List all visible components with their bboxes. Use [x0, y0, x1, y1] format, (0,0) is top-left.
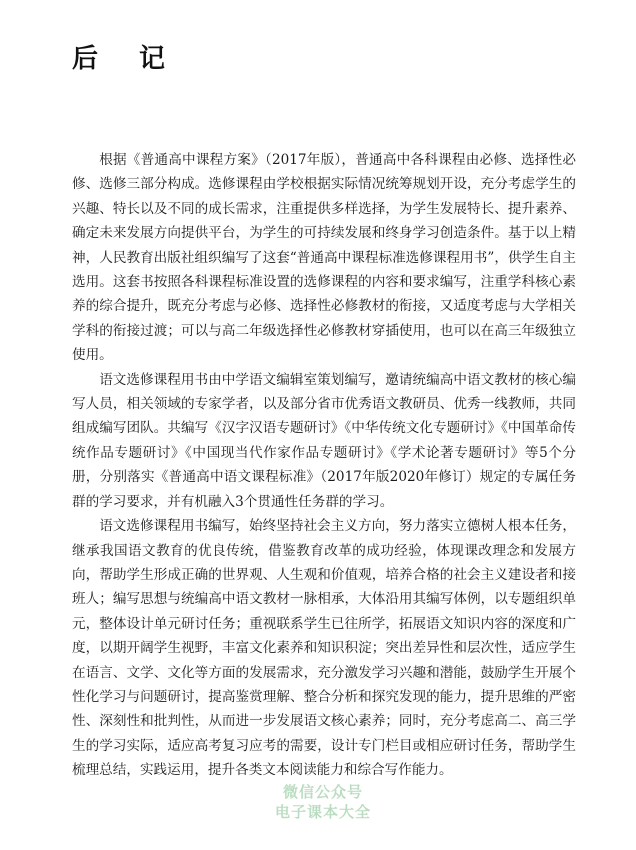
watermark-line-1: 微信公众号 — [282, 783, 363, 801]
watermark — [254, 782, 392, 822]
page-title: 后 记 — [72, 44, 182, 74]
document-body — [72, 148, 576, 783]
watermark-line-2: 电子课本大全 — [274, 803, 371, 821]
paragraph-3: 语文选修课程用书编写，始终坚持社会主义方向，努力落实立德树人根本任务，继承我国语文教育的优良传统，借鉴教育改革的成功经验，体现课改理念和发展方向，帮助学生形成正确的世界观、人生观和价值观，培养合格的社会主义建设者和接班人；编写思想与统编高中语文教材一脉相承，大体沿用其编写体例，以专题组织单元，整体设计单元研讨任务；重视联系学生已往所学，拓展语文知识内容的深度和广度，以期开阔学生视野，丰富文化素养和知识积淀；突出差异性和层次性，适应学生在语言、文学、文化等方面的发展需求，充分激发学习兴趣和潜能，鼓励学生开展个性化学习与问题研讨，提高鉴赏理解、整合分析和探究发现的能力，提升思维的严密性、深刻性和批判性，从而进一步发展语文核心素养；同时，充分考虑高二、高三学生的学习实际，适应高考复习应考的需要，设计专门栏目或相应研讨任务，帮助学生梳理总结，实践运用，提升各类文本阅读能力和综合写作能力。 — [72, 518, 576, 779]
paragraph-1: 根据《普通高中课程方案》（2017年版），普通高中各科课程由必修、选择性必修、选修三部分构成。选修课程由学校根据实际情况统筹规划开设，充分考虑学生的兴趣、特长以及不同的成长需求，注重提供多样选择，为学生发展特长、提升素养、确定未来发展方向提供平台，为学生的可持续发展和终身学习创造条件。基于以上精神，人民教育出版社组织编写了这套“普通高中课程标准选修课程用书”，供学生自主选用。这套书按照各科课程标准设置的选修课程的内容和要求编写，注重学科核心素养的综合提升，既充分考虑与必修、选择性必修教材的衔接，又适度考虑与大学相关学科的衔接过渡；可以与高二年级选择性必修教材穿插使用，也可以在高三年级独立使用。 — [72, 152, 576, 364]
paragraph-2: 语文选修课程用书由中学语文编辑室策划编写，邀请统编高中语文教材的核心编写人员，相关领域的专家学者，以及部分省市优秀语文教研员、优秀一线教师，共同组成编写团队。共编写《汉字汉语专题研讨》《中华传统文化专题研讨》《中国革命传统作品专题研讨》《中国现当代作家作品专题研讨》《学术论著专题研讨》等5个分册，分别落实《普通高中语文课程标准》（2017年版2020年修订）规定的专属任务群的学习要求，并有机融入3个贯通性任务群的学习。 — [72, 371, 576, 510]
